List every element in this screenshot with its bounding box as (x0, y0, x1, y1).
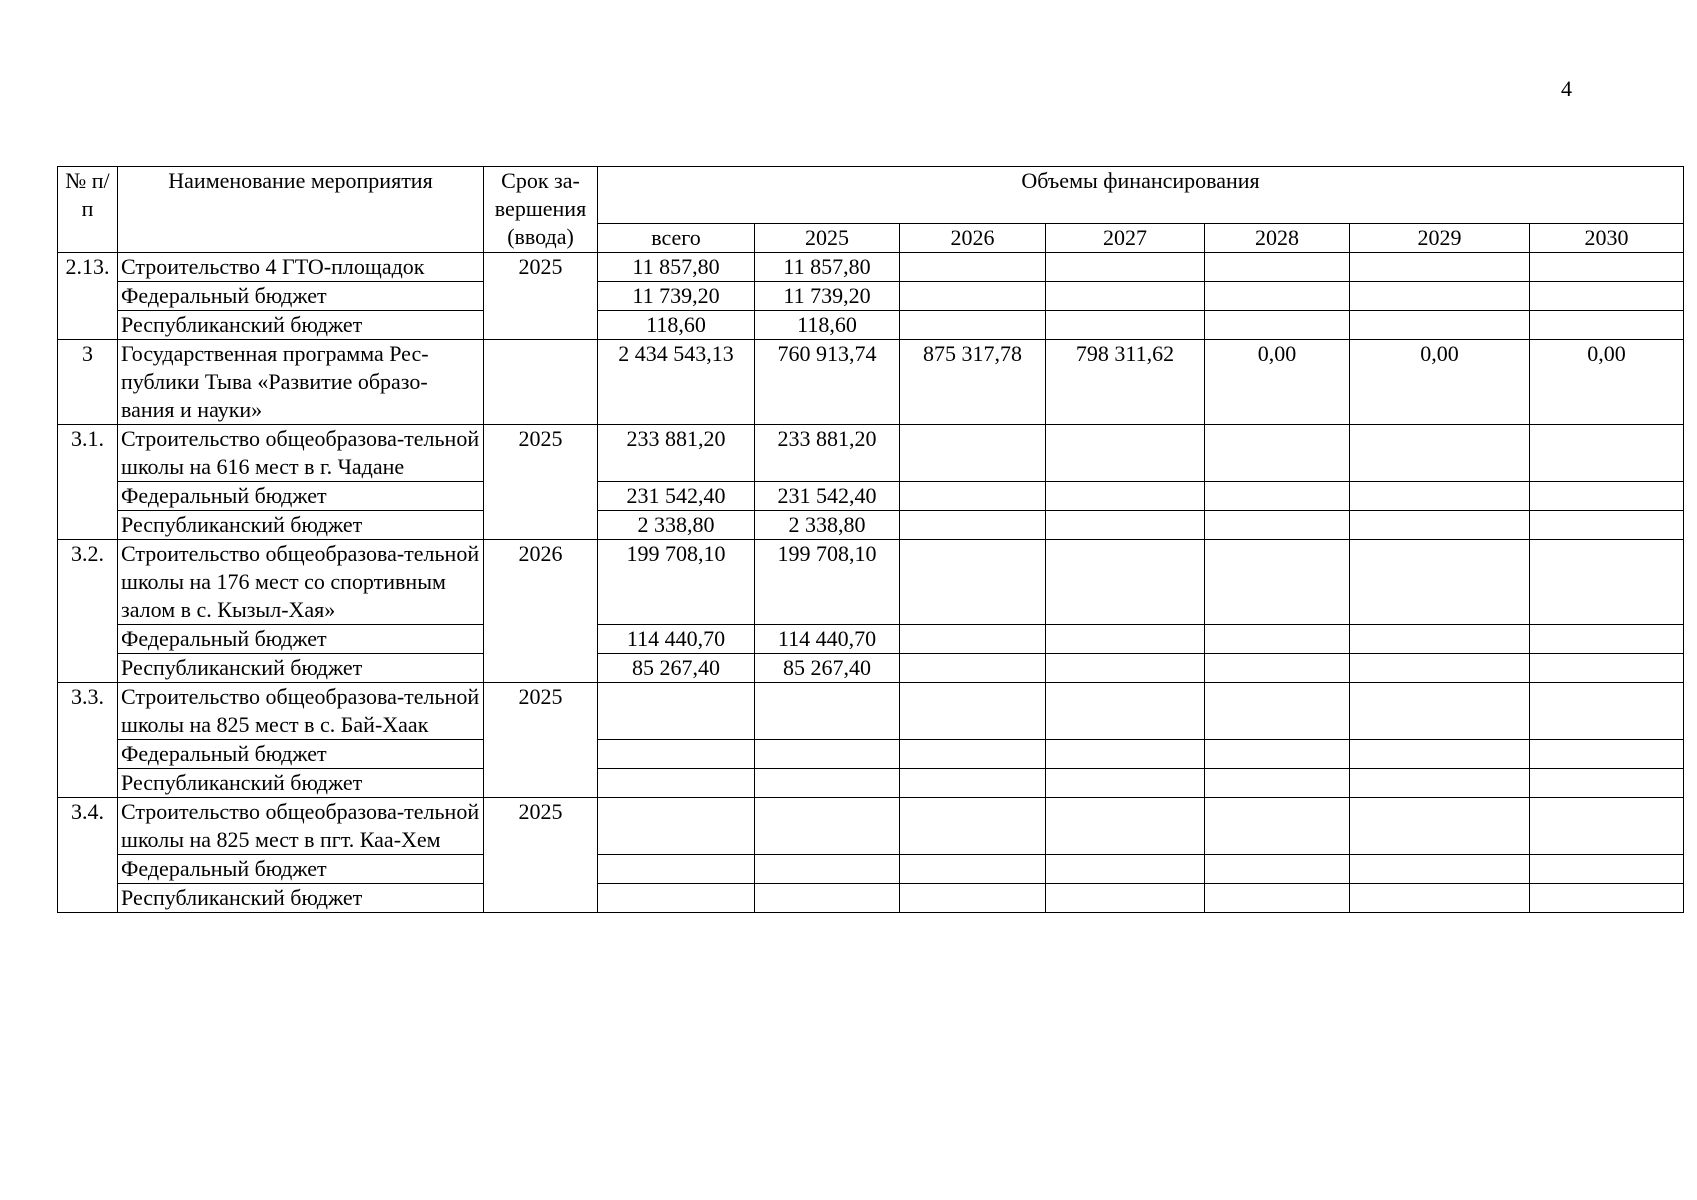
funding-cell (900, 683, 1046, 740)
funding-cell (1350, 654, 1530, 683)
funding-cell: 0,00 (1530, 340, 1684, 425)
completion-term: 2025 (484, 425, 598, 540)
funding-cell (1350, 884, 1530, 913)
funding-cell (1530, 625, 1684, 654)
funding-cell (900, 740, 1046, 769)
funding-cell (1350, 311, 1530, 340)
funding-cell: 11 739,20 (598, 282, 755, 311)
funding-cell (1046, 855, 1205, 884)
funding-cell (1530, 311, 1684, 340)
funding-cell (1530, 740, 1684, 769)
table-body (58, 253, 1684, 913)
row-number: 3.1. (58, 425, 118, 540)
header-year: всего (598, 224, 755, 253)
table-row (58, 340, 1684, 425)
header-name: Наименование мероприятия (118, 167, 484, 253)
funding-cell: 0,00 (1205, 340, 1350, 425)
funding-cell (1046, 683, 1205, 740)
funding-cell: 2 434 543,13 (598, 340, 755, 425)
funding-cell (1350, 740, 1530, 769)
funding-cell: 2 338,80 (755, 511, 900, 540)
row-number: 3.3. (58, 683, 118, 798)
row-number: 3.4. (58, 798, 118, 913)
funding-cell (1205, 798, 1350, 855)
funding-cell (1205, 482, 1350, 511)
funding-cell (1530, 482, 1684, 511)
funding-cell: 11 857,80 (598, 253, 755, 282)
table-subrow (58, 511, 1684, 540)
funding-cell (1205, 625, 1350, 654)
budget-source-name: Федеральный бюджет (118, 625, 484, 654)
funding-cell (1205, 740, 1350, 769)
row-number: 2.13. (58, 253, 118, 340)
budget-source-name: Федеральный бюджет (118, 482, 484, 511)
funding-cell (900, 511, 1046, 540)
funding-cell (1530, 425, 1684, 482)
funding-cell (900, 540, 1046, 625)
funding-cell (1350, 798, 1530, 855)
funding-cell (1205, 253, 1350, 282)
funding-cell (900, 654, 1046, 683)
funding-cell (900, 769, 1046, 798)
funding-cell: 118,60 (755, 311, 900, 340)
funding-cell (1046, 253, 1205, 282)
funding-cell (1530, 884, 1684, 913)
funding-cell (1530, 654, 1684, 683)
completion-term: 2025 (484, 798, 598, 913)
funding-cell (1205, 884, 1350, 913)
table-subrow (58, 884, 1684, 913)
funding-cell (900, 282, 1046, 311)
funding-cell (1046, 425, 1205, 482)
table-subrow (58, 482, 1684, 511)
funding-cell (1205, 311, 1350, 340)
funding-cell (1350, 769, 1530, 798)
header-funding: Объемы финансирования (598, 167, 1684, 224)
funding-cell (900, 482, 1046, 511)
header-year: 2029 (1350, 224, 1530, 253)
funding-cell (755, 683, 900, 740)
funding-cell (1350, 253, 1530, 282)
funding-cell (1046, 282, 1205, 311)
funding-cell (900, 425, 1046, 482)
funding-cell (1530, 855, 1684, 884)
funding-cell (598, 683, 755, 740)
table-subrow (58, 625, 1684, 654)
funding-cell: 85 267,40 (598, 654, 755, 683)
funding-cell (1530, 253, 1684, 282)
funding-cell (1205, 282, 1350, 311)
measure-name: Строительство 4 ГТО-площадок (118, 253, 484, 282)
funding-cell (900, 884, 1046, 913)
budget-source-name: Федеральный бюджет (118, 740, 484, 769)
funding-cell: 875 317,78 (900, 340, 1046, 425)
measure-name: Государственная программа Рес-публики Тыва «Развитие образо-вания и науки» (118, 340, 484, 425)
funding-cell: 231 542,40 (598, 482, 755, 511)
measure-name: Строительство общеобразова-тельной школы на 616 мест в г. Чадане (118, 425, 484, 482)
table-row (58, 253, 1684, 282)
financing-table (57, 166, 1684, 913)
funding-cell (1046, 769, 1205, 798)
funding-cell (598, 884, 755, 913)
table-subrow (58, 740, 1684, 769)
table-subrow (58, 855, 1684, 884)
funding-cell (1530, 540, 1684, 625)
measure-name: Строительство общеобразова-тельной школы на 825 мест в с. Бай-Хаак (118, 683, 484, 740)
funding-cell (1046, 625, 1205, 654)
measure-name: Строительство общеобразова-тельной школы на 825 мест в пгт. Каа-Хем (118, 798, 484, 855)
header-term: Срок за-вершения (ввода) (484, 167, 598, 253)
table-row (58, 798, 1684, 855)
funding-cell (1046, 798, 1205, 855)
measure-name: Строительство общеобразова-тельной школы на 176 мест со спортивным залом в с. Кызыл-Хая» (118, 540, 484, 625)
table-row (58, 425, 1684, 482)
funding-cell (1350, 425, 1530, 482)
funding-cell (1350, 683, 1530, 740)
funding-cell (1205, 511, 1350, 540)
funding-cell: 760 913,74 (755, 340, 900, 425)
funding-cell (1350, 855, 1530, 884)
funding-cell: 11 739,20 (755, 282, 900, 311)
funding-cell (755, 884, 900, 913)
funding-cell: 118,60 (598, 311, 755, 340)
budget-source-name: Федеральный бюджет (118, 282, 484, 311)
funding-cell (1205, 425, 1350, 482)
funding-cell (1046, 511, 1205, 540)
funding-cell (1205, 654, 1350, 683)
funding-cell (900, 253, 1046, 282)
funding-cell (755, 855, 900, 884)
funding-cell (755, 798, 900, 855)
table-subrow (58, 654, 1684, 683)
header-year: 2025 (755, 224, 900, 253)
header-year: 2030 (1530, 224, 1684, 253)
funding-cell (755, 740, 900, 769)
funding-cell (598, 740, 755, 769)
funding-cell (900, 855, 1046, 884)
budget-source-name: Федеральный бюджет (118, 855, 484, 884)
funding-cell (900, 311, 1046, 340)
funding-cell (1205, 769, 1350, 798)
funding-cell (1046, 884, 1205, 913)
page-number: 4 (1561, 76, 1572, 101)
funding-cell (1530, 798, 1684, 855)
funding-cell: 114 440,70 (598, 625, 755, 654)
funding-cell: 85 267,40 (755, 654, 900, 683)
funding-cell (598, 769, 755, 798)
funding-cell: 114 440,70 (755, 625, 900, 654)
funding-cell (1530, 683, 1684, 740)
table-subrow (58, 769, 1684, 798)
funding-cell (1350, 511, 1530, 540)
table-subrow (58, 311, 1684, 340)
funding-cell: 11 857,80 (755, 253, 900, 282)
funding-cell (900, 625, 1046, 654)
funding-cell: 231 542,40 (755, 482, 900, 511)
funding-cell (1205, 683, 1350, 740)
funding-cell (1046, 740, 1205, 769)
funding-cell (598, 798, 755, 855)
funding-cell (1046, 311, 1205, 340)
funding-cell (1350, 282, 1530, 311)
table-row (58, 683, 1684, 740)
table-row (58, 540, 1684, 625)
budget-source-name: Республиканский бюджет (118, 511, 484, 540)
funding-cell (1530, 282, 1684, 311)
budget-source-name: Республиканский бюджет (118, 769, 484, 798)
funding-cell: 0,00 (1350, 340, 1530, 425)
completion-term: 2025 (484, 253, 598, 340)
funding-cell (900, 798, 1046, 855)
funding-cell: 233 881,20 (755, 425, 900, 482)
funding-cell (755, 769, 900, 798)
funding-cell (1350, 540, 1530, 625)
funding-cell (1205, 540, 1350, 625)
funding-cell (1205, 855, 1350, 884)
budget-source-name: Республиканский бюджет (118, 884, 484, 913)
funding-cell: 199 708,10 (598, 540, 755, 625)
funding-cell: 233 881,20 (598, 425, 755, 482)
completion-term: 2025 (484, 683, 598, 798)
funding-cell (1046, 482, 1205, 511)
row-number: 3 (58, 340, 118, 425)
table-subrow (58, 282, 1684, 311)
row-number: 3.2. (58, 540, 118, 683)
funding-cell (1530, 769, 1684, 798)
funding-cell: 2 338,80 (598, 511, 755, 540)
funding-cell (598, 855, 755, 884)
funding-cell (1046, 654, 1205, 683)
funding-cell (1046, 540, 1205, 625)
funding-cell (1530, 511, 1684, 540)
header-year: 2028 (1205, 224, 1350, 253)
funding-cell: 798 311,62 (1046, 340, 1205, 425)
budget-source-name: Республиканский бюджет (118, 311, 484, 340)
header-num: № п/п (58, 167, 118, 253)
funding-cell: 199 708,10 (755, 540, 900, 625)
header-year: 2026 (900, 224, 1046, 253)
funding-cell (1350, 625, 1530, 654)
budget-source-name: Республиканский бюджет (118, 654, 484, 683)
completion-term: 2026 (484, 540, 598, 683)
header-year: 2027 (1046, 224, 1205, 253)
completion-term (484, 340, 598, 425)
funding-cell (1350, 482, 1530, 511)
